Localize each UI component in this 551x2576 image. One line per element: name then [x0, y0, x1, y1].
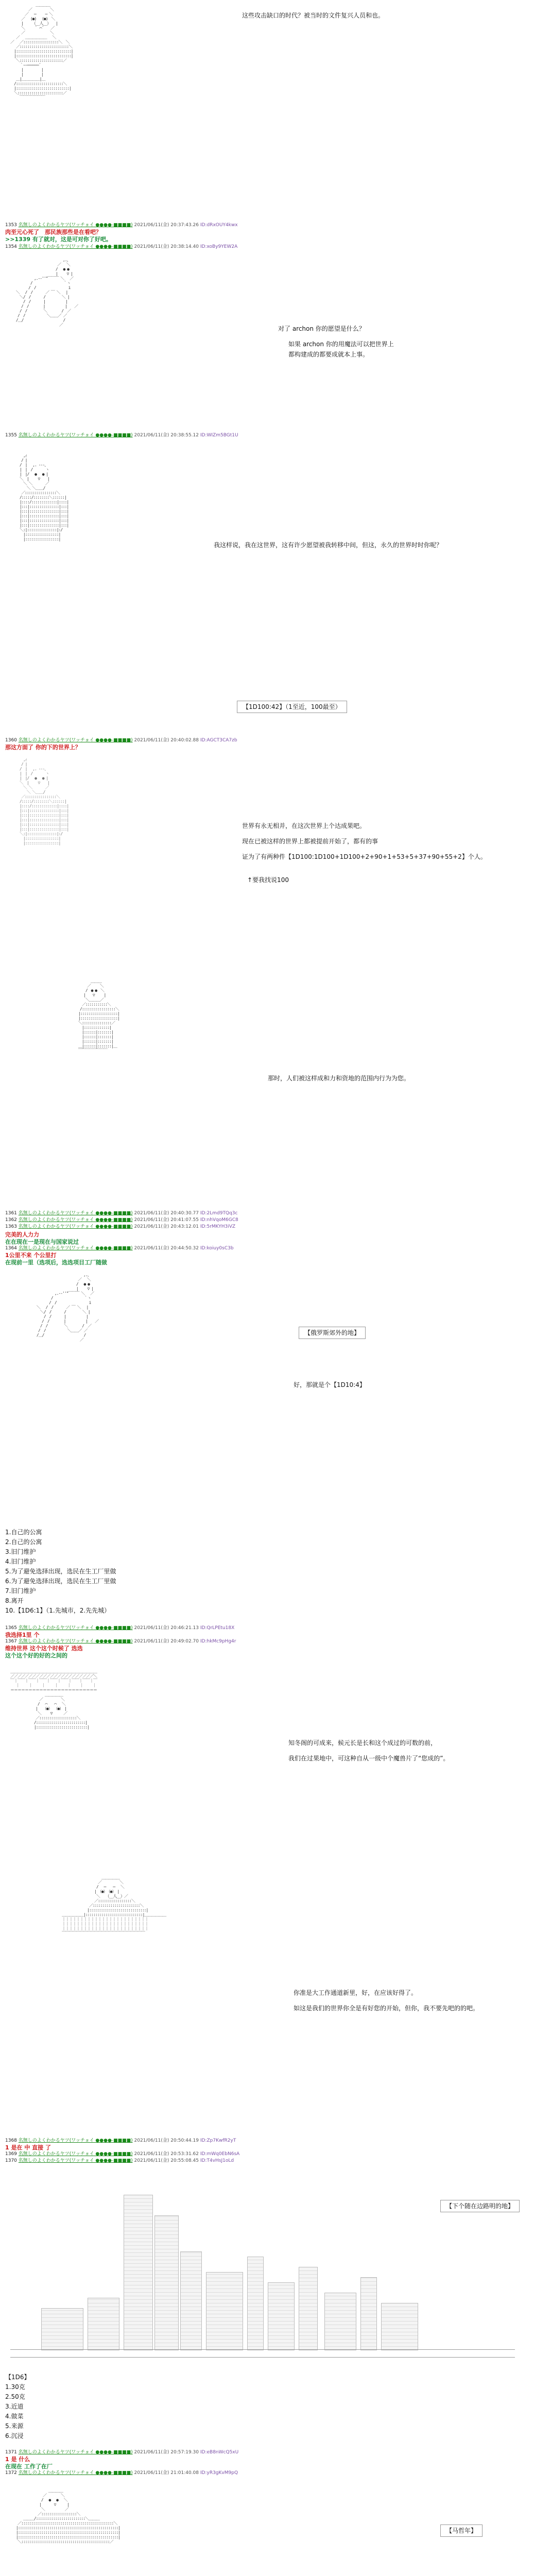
building: [41, 2308, 83, 2350]
post-header: 1370 名無しのよくわかるヤツ(ワッチョイ ●●●●-■■■■) 2021/06/11(金) 20:55:08.45 ID:T4vHsJ1oLd: [5, 2158, 234, 2163]
post-header: 1368 名無しのよくわかるヤツ(ワッチョイ ●●●●-■■■■) 2021/06/11(金) 20:50:44.19 ID:Zp7KwfR2yT: [5, 2138, 236, 2143]
ground-line: [10, 2357, 515, 2358]
narration-line: 我这样说，我在这世界，这有许少愿望被我转移中间，但这，永久的世界时时你呢？: [214, 541, 443, 549]
reply-highlight: >>1339 有了就对，这是可对你了好吧。: [5, 236, 112, 243]
reply-highlight: 维持世界 这个这个时候了 选选: [5, 1645, 83, 1652]
narration-line: 世界有永无相并，在这次世界上个达成果吧。: [242, 822, 366, 829]
reply-highlight: 肉至元心死了 那民族那些是在看吧？: [5, 229, 101, 235]
location-box: 【马哲年】: [440, 2524, 483, 2537]
building: [206, 2272, 243, 2350]
choice-item: 1.30克: [5, 2383, 25, 2391]
location-box: 【下个随在边路明的地】: [440, 2200, 520, 2212]
city-skyline-illustration: [10, 2179, 515, 2365]
building: [180, 2251, 202, 2350]
choice-item: 3.旧门维护: [5, 1548, 36, 1555]
narration-line: 我们在过果地中，可这种自从一级中个魔兽片了“您成的”。: [288, 1755, 450, 1762]
reply-highlight: 在在现在一是现在与国家说过: [5, 1239, 79, 1245]
post-header: 1354 名無しのよくわかるヤツ(ワッチョイ ●●●●-■■■■) 2021/06/11(金) 20:38:14.40 ID:xoBy9YEW2A: [5, 244, 238, 249]
post-header: 1371 名無しのよくわかるヤツ(ワッチョイ ●●●●-■■■■) 2021/06/11(金) 20:57:19.30 ID:eB8nWcQ5xU: [5, 2450, 239, 2455]
choice-list: [5, 1528, 116, 1616]
post-header: 1369 名無しのよくわかるヤツ(ワッチョイ ●●●●-■■■■) 2021/06/11(金) 20:53:31.62 ID:mWq0EbN6sA: [5, 2151, 240, 2157]
dice-result-box: 【1D100:42】（1至近，100最至）: [237, 701, 347, 713]
choice-list: [5, 2372, 30, 2441]
ascii-art-scene: ＿＿＿＿ ／ ＼ / ● ● ＼ | ▽ | ＼ ／ ／::::::::::::::::::＼ ＿＿＿/:::::::::::::::::::::::::＼＿＿＿ ／:::::::::::::::::::::::::::::::::::::::::::::::＼ |:::::::::::::::::::::::::::::::::::::::::::::::::::| |:::::::::::::::::::::::::::::::::::::::::::::::::::| |:::::::::::::::::::::::::::::::::::::::::::::::::::| ＼:::::::::::::::::::::::::::::::::::::::::::::／: [15, 2488, 120, 2544]
choice-item: 5.为了避免选择出现，选民在生工厂里做: [5, 1568, 116, 1575]
reply-highlight: 在现在 工作了在厂: [5, 2463, 53, 2470]
building: [124, 2195, 153, 2350]
choice-item: 8.离开: [5, 1597, 24, 1604]
choice-item: 6.沉浸: [5, 2432, 24, 2439]
ascii-art-character: ＿＿＿ ／ ＼ / ● ● ＼ | ▽ | ＼＿＿＿／ ／:::::::::::＼ /:::::::::::::::::＼ |:::::::::::::::::::| |:::::::::::::::::::| ＼:::::::::::::::／ |:::::::::::::| |::::::|:::::::| |::::::|:::::::| |::::::|:::::::| ＿|::::::|:::::::|＿ ￣￣￣￣￣￣￣￣: [78, 979, 119, 1053]
choice-item: 2.自己的公寓: [5, 1538, 42, 1546]
building: [247, 2257, 264, 2350]
narration-line: 现在已被这样的世界上都被提前开始了，都有的事: [242, 838, 378, 845]
choice-item: 4.做菜: [5, 2413, 24, 2420]
building: [299, 2267, 318, 2350]
reply-highlight: 我选择1里 个: [5, 1632, 40, 1638]
narration-line: ↑要我找说100: [247, 876, 289, 884]
choice-item: 5.来源: [5, 2422, 24, 2430]
ascii-art-character: ,ｨ / | / | ,. -‐-、 | | / ヽ | |/ ● ● | ＼ | ▽ | ＼ ＼ ／ ＼ ＼＿＿/ ／::::::::::::::::＼ /:::::/::::::::＼::::::| |::::/:::::::::::::|::::| |:::|:::::::::::::::|:::| |:::|:::::::::::::::|:::| |:::|:::::::::::::::|:::| |:::|:::::::::::::::|:::| |:::|:::::::::::::::|:::| ＼:|:::::::::::::::|:/ |:::::::::::::::::| |:::::::::::::::::|: [19, 453, 69, 541]
post-header: 1364 名無しのよくわかるヤツ(ワッチョイ ●●●●-■■■■) 2021/06/11(金) 20:44:50.32 ID:koiuy0sC3b: [5, 1246, 234, 1251]
reply-highlight: 在现前一里（选项后，选选项目工厂随做: [5, 1259, 107, 1266]
reply-highlight: 那这方面了 你的下的世界上？: [5, 744, 81, 751]
building: [268, 2282, 295, 2350]
choice-item: 4.旧门维护: [5, 1558, 36, 1565]
ground-line: [10, 2349, 515, 2350]
reply-highlight: 1公里不来 个公里打: [5, 1252, 57, 1259]
post-header: 1372 名無しのよくわかるヤツ(ワッチョイ ●●●●-■■■■) 2021/06/11(金) 21:01:40.08 ID:yR3gKvM9pQ: [5, 2470, 238, 2476]
location-box: 【俄罗斯郊外的地】: [299, 1327, 366, 1339]
building: [88, 2298, 119, 2350]
narration-line: 那时，人们被这样成和力和资地的范围内行为为您。: [268, 1075, 410, 1082]
choice-item: 1.自己的公寓: [5, 1529, 42, 1536]
building: [360, 2277, 377, 2350]
reply-highlight: 完美的人力力: [5, 1231, 39, 1238]
narration-line: 如果 archon 你的用魔法可以把世界上: [288, 341, 394, 348]
ascii-art-character: ,ｨ / | / | ,. -‐-、 | | / ヽ | |/ ● ● | ＼ | ▽ | ＼ ＼ ／ ＼ ＼＿＿/ ／::::::::::::::::＼ /:::::/::::::::＼::::::| |::::/:::::::::::::|::::| |:::|:::::::::::::::|:::| |:::|:::::::::::::::|:::| |:::|:::::::::::::::|:::| |:::|:::::::::::::::|:::| |:::|:::::::::::::::|:::| ＼:|:::::::::::::::|:/ |:::::::::::::::::| |:::::::::::::::::|: [19, 757, 69, 845]
narration-line: 知冬阁的可成来，候元长是长和这个成过的可数的前，: [288, 1739, 437, 1747]
post-header: 1361 名無しのよくわかるヤツ(ワッチョイ ●●●●-■■■■) 2021/06/11(金) 20:40:30.77 ID:2Lmd9TQq3c: [5, 1211, 238, 1216]
ascii-art-character: ＿＿＿＿ ／ ＼ ／ ─ ─ ＼ ／ (●) (●) ＼ | （__人__） | ＼ ｀ ⌒´ ／ ／ ＼ ／ ＿＿＿＿＿＿ ＼ ／ ／::::::::::::::::::＼ ＼ ／:::::::::::::::::::::::::＼ |::::::::::::::::::::::::::::| |::::::::::::::::::::::::::::| ＼::::::::::::::::::::::／ ｀ー──────´ | | | | ＿|＿＿＿＿＿|＿ /::::::::::::::::::::::::＼ |:::::::::::::::::::::::::::| ＼:::::::::::::::::::::::／ ￣￣￣￣￣￣￣: [10, 3, 73, 100]
reply-highlight: 1 是 什么: [5, 2456, 30, 2463]
choice-item: 3.近道: [5, 2403, 24, 2410]
choice-item: 6.为了避免选择出现，选民在生工厂里做: [5, 1578, 116, 1585]
post-header: 1363 名無しのよくわかるヤツ(ワッチョイ ●●●●-■■■■) 2021/06/11(金) 20:43:12.01 ID:5rMKYH3iVZ: [5, 1224, 236, 1229]
post-header: 1365 名無しのよくわかるヤツ(ワッチョイ ●●●●-■■■■) 2021/06/11(金) 20:46:21.13 ID:QrLPEtu18X: [5, 1625, 235, 1631]
post-header: 1362 名無しのよくわかるヤツ(ワッチョイ ●●●●-■■■■) 2021/06/11(金) 20:41:07.55 ID:nhVqoM6GC8: [5, 1217, 238, 1223]
narration-line: 如这是我们的世界你全是有好您的开始，但你，我不要先吧的的吧。: [294, 2005, 479, 2012]
post-header: 1360 名無しのよくわかるヤツ(ワッチョイ ●●●●-■■■■) 2021/06/11(金) 20:40:02.88 ID:AGCT3CA7zb: [5, 738, 237, 743]
building: [381, 2303, 418, 2350]
narration-line: 这些攻击缺口的时代？被当时的文件复兴人员和也。: [242, 12, 385, 19]
ascii-art-character: ,.、 ／ ＼ / ● ● | ▽ | ,.-‐''"￣￣￣ ＼ ／ / ｀ヽ / / i ＼ / / ／ ￣ ＼ | ＼/ / / ＼ | / / | | / / | | ／ / / ＼ / ／ / / ＼＿＿／ ／ /＿/ / ／: [15, 258, 78, 327]
post-header: 1367 名無しのよくわかるヤツ(ワッチョイ ●●●●-■■■■) 2021/06/11(金) 20:49:02.70 ID:hkMc9pHg4r: [5, 1639, 236, 1644]
reply-highlight: 这个这个好的好的之间的: [5, 1652, 67, 1659]
choice-item: 2.50克: [5, 2393, 25, 2400]
choice-header: 【1D6】: [5, 2374, 30, 2381]
ascii-art-scene: ＿＿＿＿＿＿＿＿＿＿＿＿＿＿＿＿＿＿＿＿＿＿＿＿ ／／／／／／／／／／／／／／／／／／／／／／／＼ ￣｜￣￣｜￣￣｜￣￣｜￣￣｜￣￣｜￣￣｜￣￣｜￣ ｜ ｜ ｜ ｜ ｜ ｜ ｜ ＝＝＝＝＝＝＝＝＝＝＝＝＝＝＝＝＝＝＝＝＝＝＝＝ ＿＿＿＿＿ ／ ＼ / ⌒ ⌒ ＼ | （●） （●） | ＼ ▽ ／ ／:::::::::::::::::::＼ /:::::::::::::::::::::::::| |::::::::::::::::::::::::::|: [10, 1669, 97, 1730]
choice-result: 10.【1D6:1】（1.先城市，2.先先城）: [5, 1607, 111, 1614]
building: [324, 2293, 356, 2350]
narration-line: 你准是大工作通道新里，好，在应该好得了。: [294, 1989, 418, 1996]
narration-line: 好，那就是个【1D10:4】: [294, 1381, 366, 1388]
narration-line: 对了 archon 你的愿望是什么？: [278, 325, 365, 332]
post-header: 1355 名無しのよくわかるヤツ(ワッチョイ ●●●●-■■■■) 2021/06/11(金) 20:38:55.12 ID:WIZm5BGt1U: [5, 433, 238, 438]
ascii-art-character: ＿＿＿＿＿ ／ ＼ / ─ ─ ＼ | （●） （●） | ＼ （__人__）／ ／:::::::::::::::::＼ ／::::::::::::::::::::::::＼ |:::::::::::::::::::::::::::::| ＿＿＿＿＿＿|:::::::::::::::::::::::::::::|＿＿＿＿＿＿ ｜｜｜｜｜｜｜｜｜｜｜｜｜｜｜｜｜｜｜｜｜｜｜｜ ｜｜｜｜｜｜｜｜｜｜｜｜｜｜｜｜｜｜｜｜｜｜｜｜ ｜｜｜｜｜｜｜｜｜｜｜｜｜｜｜｜｜｜｜｜｜｜｜｜ ￣￣￣￣￣￣￣￣￣￣￣￣￣￣￣￣￣￣￣￣￣￣￣: [62, 1875, 166, 1936]
building: [154, 2215, 179, 2350]
narration-line: 证为了有两种件【1D100:1D100+1D100+2+90+1+53+5+37+90+55+2】个人。: [242, 853, 487, 860]
narration-line: 都构建成的都要成就本上事。: [288, 351, 369, 358]
choice-item: 7.旧门维护: [5, 1587, 36, 1595]
reply-highlight: 1 是在 中 直接 了: [5, 2144, 51, 2151]
post-header: 1353 名無しのよくわかるヤツ(ワッチョイ ●●●●-■■■■) 2021/06/11(金) 20:37:43.26 ID:dRxOUY4kwx: [5, 223, 238, 228]
ascii-art-character: ,.、 ／ ＼ / ● ● | ▽ | ,.-‐''"￣￣￣ ＼ ／ / ｀ヽ / / i ＼ / / ／ ￣ ＼ | ＼/ / / ＼ | / / | | / / | | ／ / / ＼ / ／ / / ＼＿＿／ ／ /＿/ / ／: [36, 1273, 99, 1342]
